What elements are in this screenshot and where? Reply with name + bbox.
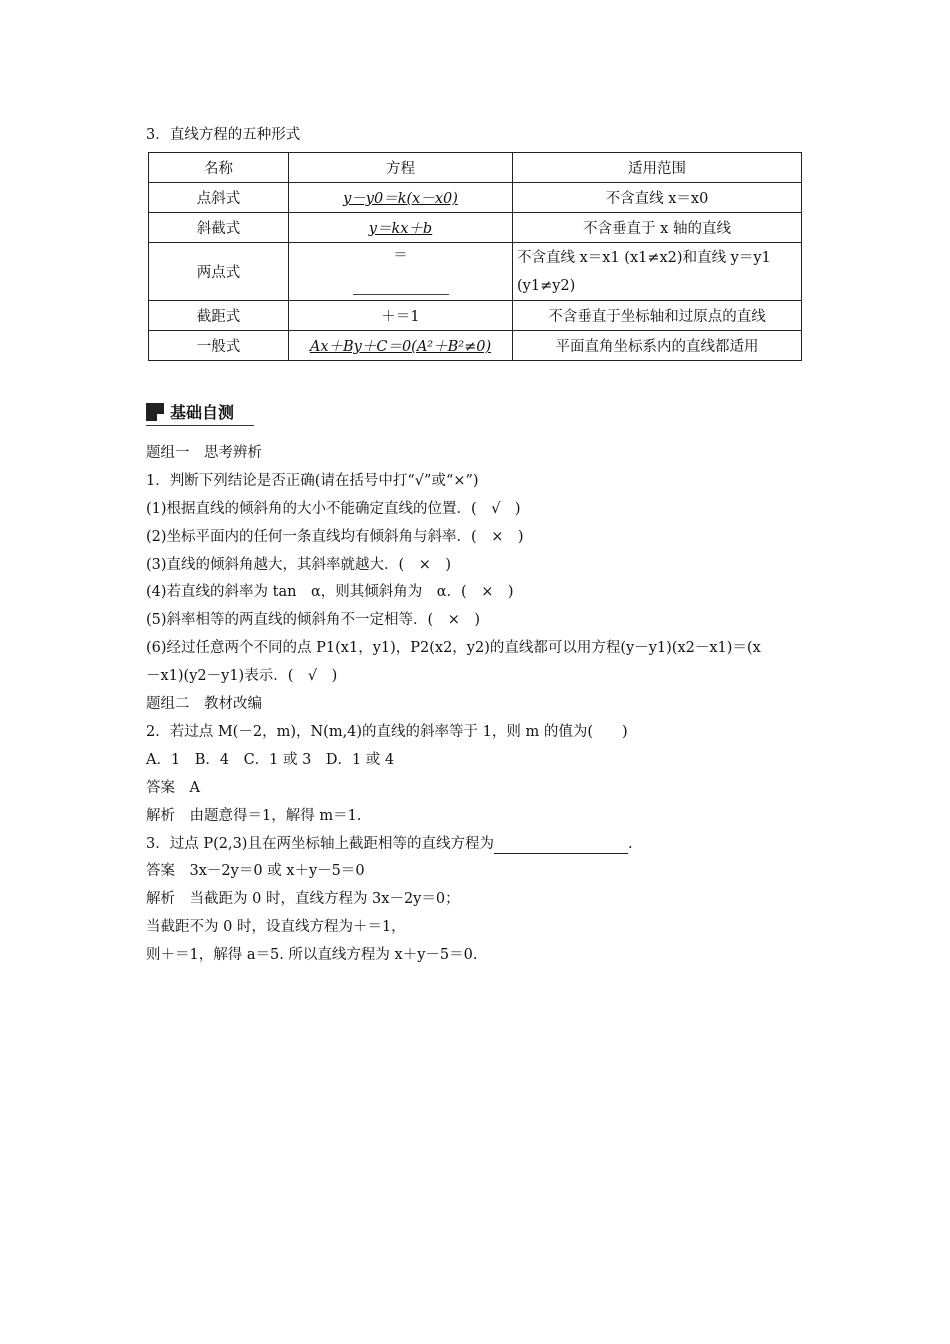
question-line: (5)斜率相等的两直线的倾斜角不一定相等．( × )	[146, 612, 481, 628]
analysis-line: 解析 当截距为 0 时，直线方程为 3x－2y＝0；	[146, 891, 460, 907]
group-title: 题组一 思考辨析	[146, 445, 262, 461]
row-equation: ＋＝1	[289, 301, 513, 331]
square-bullet-icon	[146, 403, 164, 421]
row-scope: 不含垂直于坐标轴和过原点的直线	[513, 301, 802, 331]
question-line: 2．若过点 M(－2，m)，N(m,4)的直线的斜率等于 1，则 m 的值为( )	[146, 724, 628, 740]
row-scope: 不含直线 x＝x1 (x1≠x2)和直线 y＝y1 (y1≠y2)	[513, 243, 802, 301]
group-title: 题组二 教材改编	[146, 696, 262, 712]
table-row	[149, 301, 802, 331]
line-equation-forms-table	[148, 152, 802, 361]
row-equation-cell	[289, 243, 513, 301]
row-name: 截距式	[149, 301, 289, 331]
row-equation: y－y0＝k(x－x0)	[289, 183, 513, 213]
question-text: 3．过点 P(2,3)且在两坐标轴上截距相等的直线方程为	[146, 836, 494, 852]
table-row	[149, 213, 802, 243]
analysis-line: 当截距不为 0 时，设直线方程为＋＝1，	[146, 919, 406, 935]
question-line: (1)根据直线的倾斜角的大小不能确定直线的位置．( √ )	[146, 501, 521, 517]
answer-line: 答案 3x－2y＝0 或 x＋y－5＝0	[146, 863, 365, 879]
row-name: 点斜式	[149, 183, 289, 213]
analysis-line: 解析 由题意得＝1，解得 m＝1.	[146, 808, 362, 824]
row-scope: 不含直线 x＝x0	[513, 183, 802, 213]
table-row	[149, 243, 802, 301]
analysis-line: 则＋＝1，解得 a＝5. 所以直线方程为 x＋y－5＝0.	[146, 947, 478, 963]
row-name: 斜截式	[149, 213, 289, 243]
header-equation: 方程	[289, 153, 513, 183]
row-scope: 不含垂直于 x 轴的直线	[513, 213, 802, 243]
section-header	[146, 400, 234, 423]
question-line: 1．判断下列结论是否正确(请在括号中打“√”或“×”)	[146, 473, 479, 489]
table-row	[149, 183, 802, 213]
answer-line: 答案 A	[146, 780, 200, 796]
row-scope: 平面直角坐标系内的直线都适用	[513, 331, 802, 361]
section-title: 3．直线方程的五种形式	[146, 127, 301, 143]
question-line: (4)若直线的斜率为 tan α，则其倾斜角为 α．( × )	[146, 584, 514, 600]
header-underline	[146, 425, 254, 426]
options-line: A．1 B．4 C．1 或 3 D．1 或 4	[146, 752, 395, 768]
row-name: 两点式	[149, 243, 289, 301]
fraction-blank-line	[353, 294, 449, 295]
header-scope: 适用范围	[513, 153, 802, 183]
row-equation: y＝kx＋b	[289, 213, 513, 243]
header-name: 名称	[149, 153, 289, 183]
question-end: .	[627, 836, 633, 852]
question-line: (6)经过任意两个不同的点 P1(x1，y1)，P2(x2，y2)的直线都可以用方程(y－y1)(x2－x1)＝(x	[146, 640, 761, 656]
question-line: (2)坐标平面内的任何一条直线均有倾斜角与斜率．( × )	[146, 529, 524, 545]
row-equation: Ax＋By＋C＝0(A²＋B²≠0)	[289, 331, 513, 361]
row-name: 一般式	[149, 331, 289, 361]
question-line	[146, 834, 633, 854]
table-header-row	[149, 153, 802, 183]
section-header-text: 基础自测	[170, 403, 235, 422]
question-line: (3)直线的倾斜角越大，其斜率就越大．( × )	[146, 557, 452, 573]
answer-blank	[494, 839, 628, 854]
table-row	[149, 331, 802, 361]
row-equation: ＝	[393, 248, 408, 264]
question-line: －x1)(y2－y1)表示．( √ )	[146, 668, 338, 684]
